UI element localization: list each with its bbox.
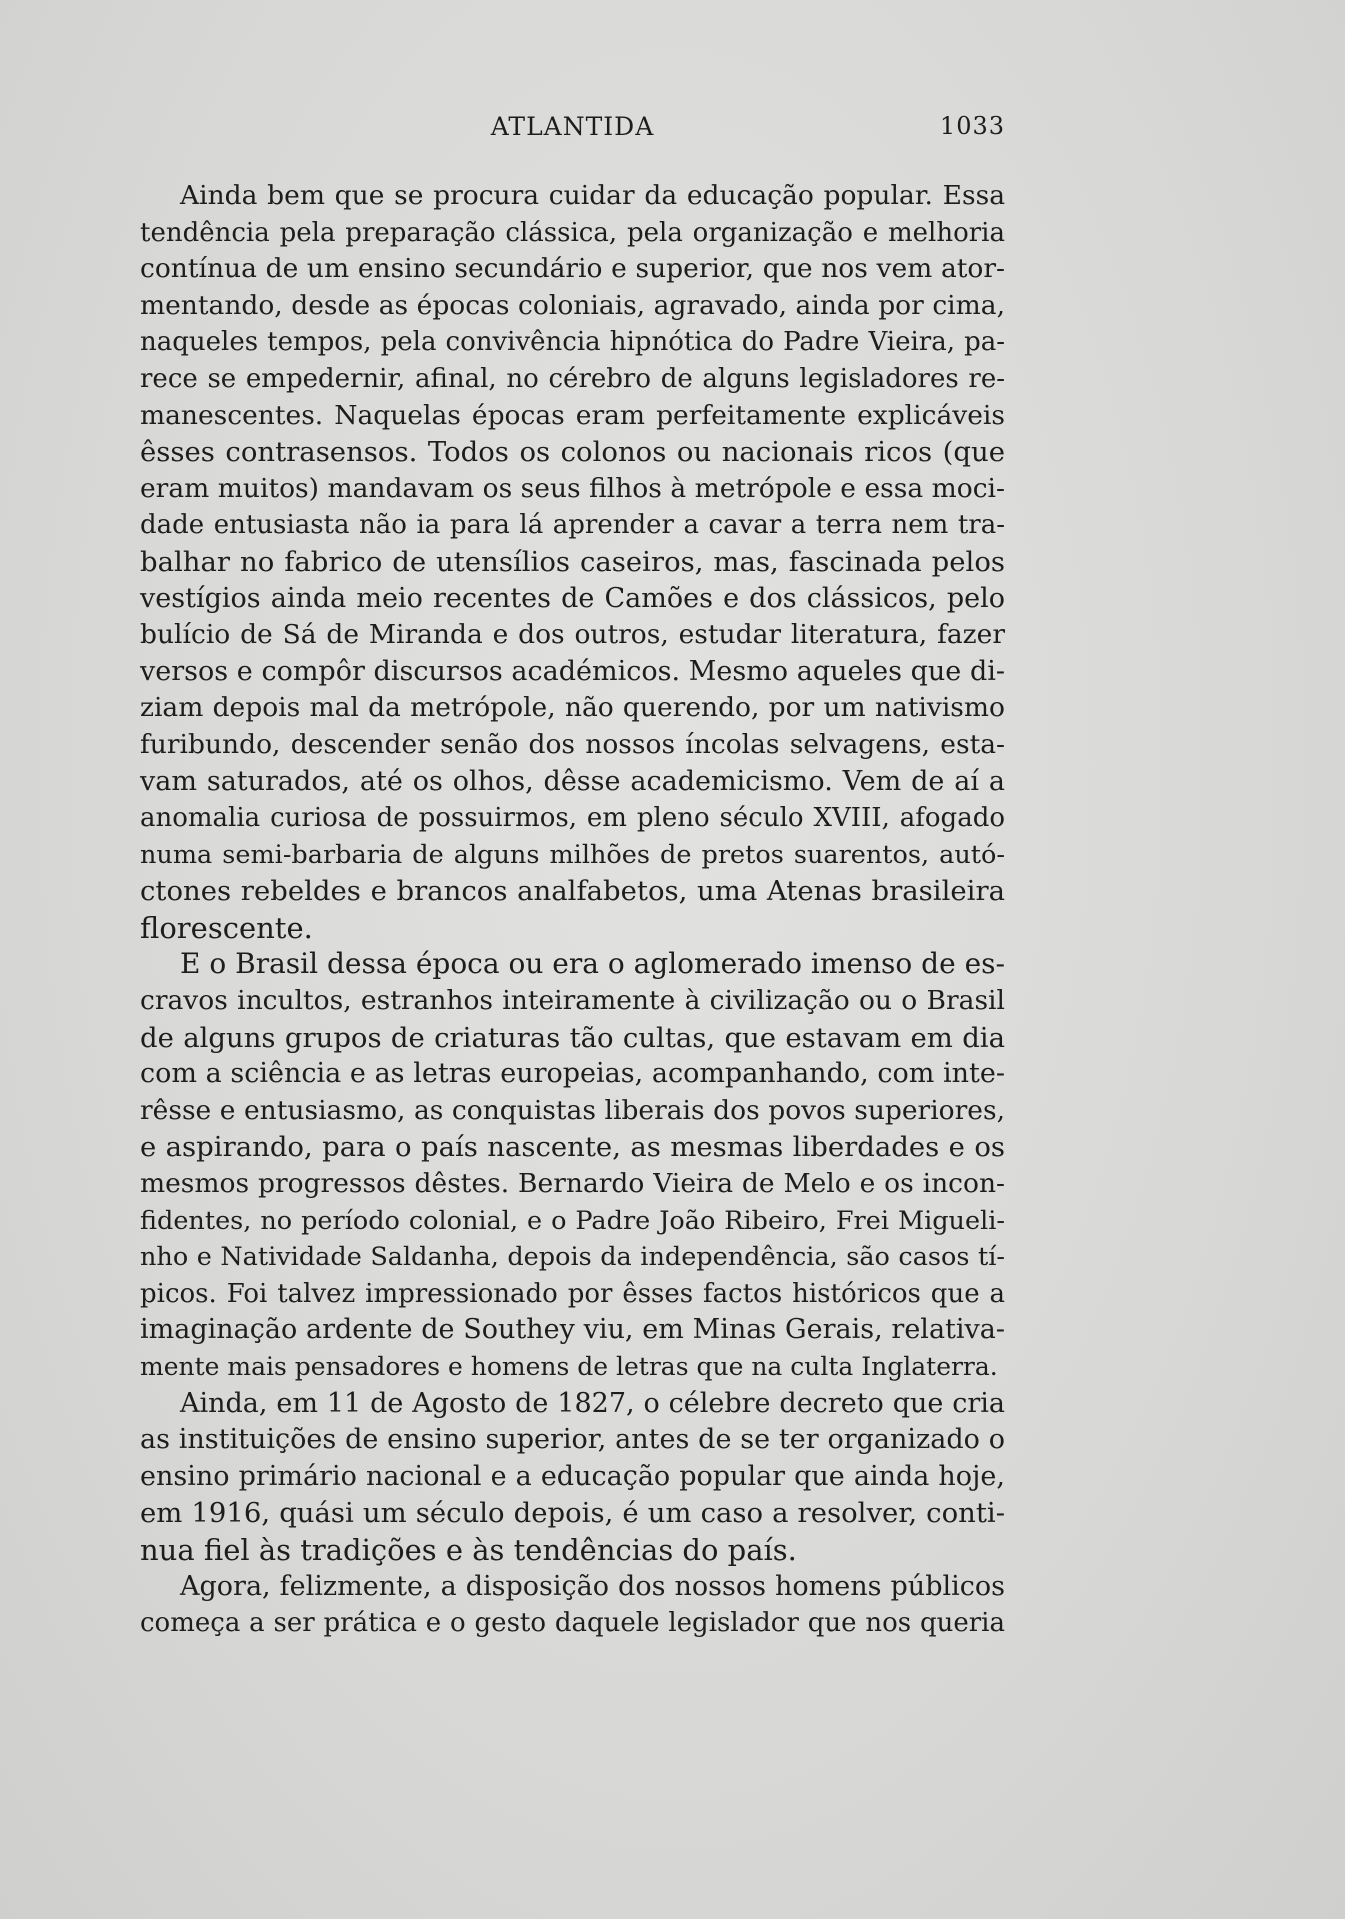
text-line: nua fiel às tradições e às tendências do país. xyxy=(140,1532,797,1567)
text-line: contínua de um ensino secundário e superior, que nos vem ator- xyxy=(140,253,1005,285)
text-line: mente mais pensadores e homens de letras que na culta Inglaterra. xyxy=(140,1352,998,1381)
text-line: balhar no fabrico de utensílios caseiros, mas, fascinada pelos xyxy=(140,545,1005,578)
text-line: vam saturados, até os olhos, dêsse academicismo. Vem de aí a xyxy=(140,765,1005,797)
text-line: Ainda bem que se procura cuidar da educação popular. Essa xyxy=(180,180,1005,211)
text-line: e aspirando, para o país nascente, as mesmas liberdades e os xyxy=(140,1131,1005,1164)
text-line: de alguns grupos de criaturas tão cultas, que estavam em dia xyxy=(140,1021,1005,1054)
text-line: dade entusiasta não ia para lá aprender a cavar a terra nem tra- xyxy=(140,510,1005,541)
text-line: as instituições de ensino superior, antes de se ter organizado o xyxy=(140,1424,1005,1456)
text-line: mesmos progressos dêstes. Bernardo Vieira de Melo e os incon- xyxy=(140,1168,1005,1200)
text-line: ziam depois mal da metrópole, não querendo, por um nativismo xyxy=(140,692,1005,724)
text-line: naqueles tempos, pela convivência hipnótica do Padre Vieira, pa- xyxy=(140,327,1005,358)
text-line: florescente. xyxy=(140,910,313,945)
text-line: ensino primário nacional e a educação popular que ainda hoje, xyxy=(140,1460,1005,1492)
text-line: nho e Natividade Saldanha, depois da independência, são casos tí- xyxy=(140,1242,1005,1273)
text-line: mentando, desde as épocas coloniais, agravado, ainda por cima, xyxy=(140,289,1005,321)
text-line: imaginação ardente de Southey viu, em Minas Gerais, relativa- xyxy=(140,1314,1005,1346)
text-line: ctones rebeldes e brancos analfabetos, uma Atenas brasileira xyxy=(140,875,1005,908)
running-head xyxy=(140,112,1005,142)
text-line: E o Brasil dessa época ou era o aglomerado imenso de es- xyxy=(180,947,1005,981)
text-line: versos e compôr discursos académicos. Mesmo aqueles que di- xyxy=(140,655,1005,687)
text-line: Agora, felizmente, a disposição dos nossos homens públicos xyxy=(180,1570,1005,1602)
text-line: furibundo, descender senão dos nossos íncolas selvagens, esta- xyxy=(140,728,1005,760)
page-number: 1033 xyxy=(939,112,1005,140)
text-line: tendência pela preparação clássica, pela organização e melhoria xyxy=(140,217,1005,248)
text-line: rêsse e entusiasmo, as conquistas liberais dos povos superiores, xyxy=(140,1094,1005,1126)
text-line: em 1916, quási um século depois, é um caso a resolver, conti- xyxy=(140,1497,1005,1530)
text-line: vestígios ainda meio recentes de Camões e dos clássicos, pelo xyxy=(140,582,1005,614)
text-line: começa a ser prática e o gesto daquele legislador que nos queria xyxy=(140,1608,1005,1639)
text-line: Ainda, em 11 de Agosto de 1827, o célebre decreto que cria xyxy=(180,1387,1005,1419)
text-line: bulício de Sá de Miranda e dos outros, estudar literatura, fazer xyxy=(140,619,1005,651)
text-line: cravos incultos, estranhos inteiramente à civilização ou o Brasil xyxy=(140,985,1005,1017)
text-line: com a sciência e as letras europeias, acompanhando, com inte- xyxy=(140,1058,1005,1090)
running-title: ATLANTIDA xyxy=(490,112,655,141)
text-line: manescentes. Naquelas épocas eram perfeitamente explicáveis xyxy=(140,399,1005,431)
text-line: eram muitos) mandavam os seus filhos à metrópole e essa moci- xyxy=(140,472,1005,504)
text-line: picos. Foi talvez impressionado por êsses factos históricos que a xyxy=(140,1278,1005,1309)
text-line: fidentes, no período colonial, e o Padre João Ribeiro, Frei Migueli- xyxy=(140,1205,1005,1236)
text-line: rece se empedernir, afinal, no cérebro de alguns legisladores re- xyxy=(140,363,1005,394)
body-text xyxy=(140,178,1005,1642)
text-line: anomalia curiosa de possuirmos, em pleno século XVIII, afogado xyxy=(140,803,1005,834)
text-line: numa semi-barbaria de alguns milhões de pretos suarentos, autó- xyxy=(140,839,1005,870)
text-line: êsses contrasensos. Todos os colonos ou nacionais ricos (que xyxy=(140,436,1005,469)
